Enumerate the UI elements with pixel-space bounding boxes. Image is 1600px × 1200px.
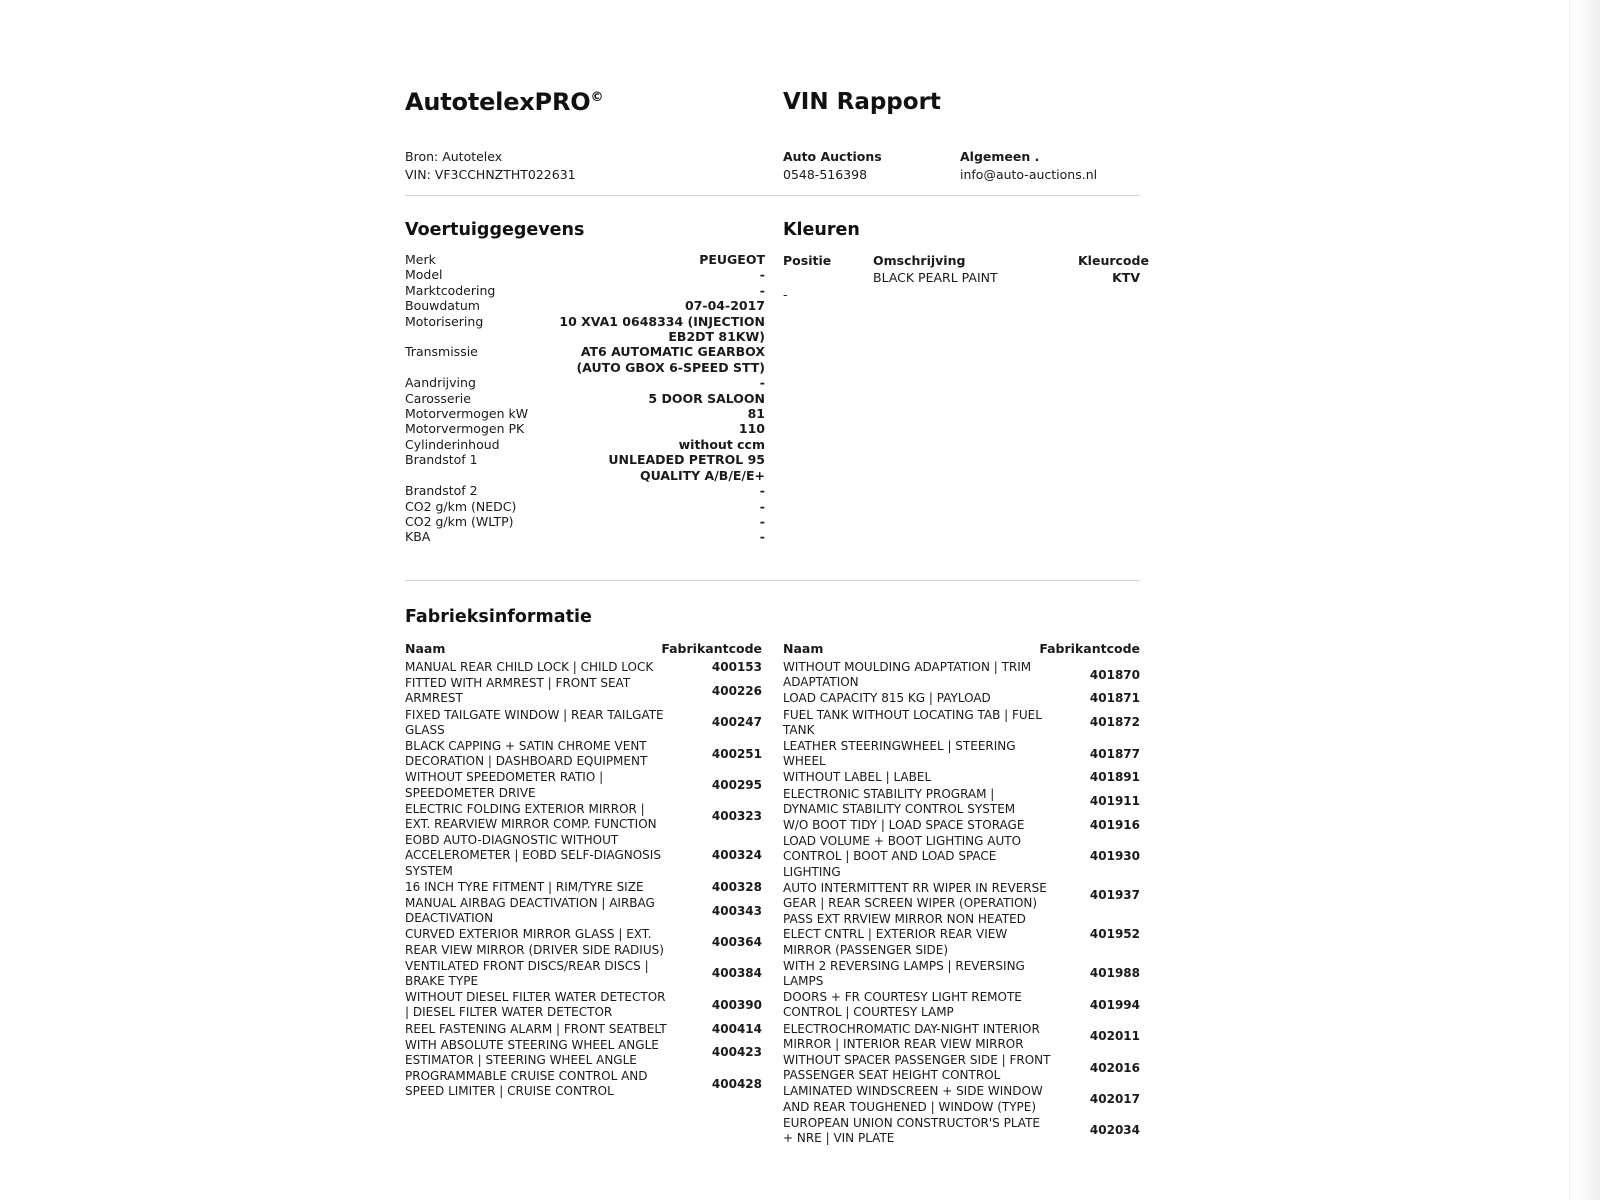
table-row [405, 896, 762, 926]
copyright-icon: © [590, 90, 604, 105]
factory-name: CURVED EXTERIOR MIRROR GLASS | EXT. REAR VIEW MIRROR (DRIVER SIDE RADIUS) [405, 927, 664, 957]
row-label: Carosserie [405, 390, 471, 406]
source-line: Bron: Autotelex [405, 149, 503, 164]
factory-code: 401870 [1089, 667, 1140, 682]
factory-code: 401937 [1089, 888, 1140, 903]
factory-name: LAMINATED WINDSCREEN + SIDE WINDOW AND REAR TOUGHENED | WINDOW (TYPE) [783, 1084, 1043, 1114]
table-row [405, 927, 762, 957]
colors-col-positie: Positie [783, 253, 832, 268]
table-row [405, 990, 762, 1020]
table-row [783, 1084, 1140, 1114]
factory-name: WITH ABSOLUTE STEERING WHEEL ANGLE ESTIMATOR | STEERING WHEEL ANGLE [405, 1037, 659, 1068]
row-value: 07-04-2017 [685, 298, 765, 314]
row-label: Marktcodering [405, 282, 496, 298]
factory-code: 400226 [711, 683, 762, 698]
factory-name: WITHOUT SPEEDOMETER RATIO | SPEEDOMETER DRIVE [405, 770, 604, 800]
factory-name: ELECTRONIC STABILITY PROGRAM | DYNAMIC STABILITY CONTROL SYSTEM [783, 786, 1016, 816]
color-omschrijving: BLACK PEARL PAINT [873, 270, 998, 285]
row-value: 110 [738, 421, 765, 437]
table-row [405, 708, 762, 738]
table-row [405, 344, 765, 375]
row-label: KBA [405, 529, 431, 545]
report-sheet [405, 0, 1149, 1200]
factory-name: LEATHER STEERINGWHEEL | STEERING WHEEL [783, 739, 1016, 769]
row-label: Cylinderinhoud [405, 436, 500, 452]
auctions-phone: 0548-516398 [783, 167, 868, 182]
factory-name: 16 INCH TYRE FITMENT | RIM/TYRE SIZE [405, 879, 644, 894]
factory-name: FUEL TANK WITHOUT LOCATING TAB | FUEL TANK [783, 707, 1042, 737]
factory-code: 401871 [1089, 691, 1140, 706]
table-row [405, 452, 765, 483]
factory-name: PROGRAMMABLE CRUISE CONTROL AND SPEED LIMITER | CRUISE CONTROL [405, 1069, 648, 1099]
factory-name: MANUAL AIRBAG DEACTIVATION | AIRBAG DEACTIVATION [405, 896, 655, 926]
row-value: AT6 AUTOMATIC GEARBOX (AUTO GBOX 6-SPEED STT) [576, 344, 765, 375]
factory-code: 400295 [711, 778, 762, 793]
table-row [783, 660, 1140, 690]
factory-name: DOORS + FR COURTESY LIGHT REMOTE CONTROL | COURTESY LAMP [783, 990, 1022, 1020]
factory-name: BLACK CAPPING + SATIN CHROME VENT DECORATION | DASHBOARD EQUIPMENT [405, 739, 648, 769]
table-row [405, 676, 762, 706]
table-row [783, 691, 1140, 706]
table-row [405, 739, 762, 769]
auctions-title: Auto Auctions [783, 149, 882, 164]
row-label: Motorisering [405, 313, 484, 329]
table-row [405, 437, 765, 452]
table-row [405, 298, 765, 313]
color-positie [783, 269, 873, 286]
factory-column-left [405, 640, 762, 1101]
row-label: Aandrijving [405, 375, 476, 391]
factory-code: 401916 [1089, 818, 1140, 833]
table-row [783, 286, 1140, 303]
table-row [783, 881, 1140, 911]
row-value: - [759, 375, 765, 391]
table-row [783, 739, 1140, 769]
factory-name: WITHOUT SPACER PASSENGER SIDE | FRONT PASSENGER SEAT HEIGHT CONTROL [783, 1053, 1051, 1083]
factory-name: ELECTRIC FOLDING EXTERIOR MIRROR | EXT. REARVIEW MIRROR COMP. FUNCTION [405, 801, 657, 832]
color-kleurcode: KTV [1112, 270, 1140, 285]
section-title-colors: Kleuren [783, 220, 860, 240]
factory-col-naam: Naam [405, 641, 446, 656]
row-label: Transmissie [405, 344, 478, 360]
row-value: - [759, 513, 765, 529]
divider-middle [405, 580, 1140, 581]
factory-code: 400414 [711, 1021, 762, 1036]
table-row [405, 375, 765, 390]
row-value: - [759, 282, 765, 298]
row-value: without ccm [678, 436, 765, 452]
factory-code: 402034 [1089, 1123, 1140, 1138]
factory-code: 400390 [711, 997, 762, 1012]
table-row [783, 1022, 1140, 1052]
table-row [405, 1038, 762, 1068]
table-row [783, 818, 1140, 833]
general-block [960, 148, 1097, 184]
table-row [405, 770, 762, 800]
auctions-block [783, 148, 882, 184]
factory-name: VENTILATED FRONT DISCS/REAR DISCS | BRAKE TYPE [405, 958, 649, 989]
factory-header-row [405, 640, 762, 658]
section-title-factory: Fabrieksinformatie [405, 607, 592, 627]
table-row [783, 959, 1140, 989]
table-row [783, 1116, 1140, 1146]
factory-code: 400364 [711, 935, 762, 950]
factory-code: 400328 [711, 879, 762, 894]
factory-col-code: Fabrikantcode [1039, 641, 1140, 656]
factory-col-naam: Naam [783, 641, 824, 656]
factory-name: REEL FASTENING ALARM | FRONT SEATBELT [405, 1021, 667, 1036]
factory-name: MANUAL REAR CHILD LOCK | CHILD LOCK [405, 660, 654, 674]
factory-name: WITHOUT DIESEL FILTER WATER DETECTOR | DIESEL FILTER WATER DETECTOR [405, 990, 666, 1020]
row-label: CO2 g/km (WLTP) [405, 513, 514, 529]
factory-code: 400153 [711, 660, 762, 674]
table-row [783, 1053, 1140, 1083]
table-row [783, 990, 1140, 1020]
table-row [405, 660, 762, 675]
factory-name: WITHOUT LABEL | LABEL [783, 770, 932, 785]
factory-name: EUROPEAN UNION CONSTRUCTOR'S PLATE + NRE | VIN PLATE [783, 1115, 1040, 1146]
row-label: Merk [405, 252, 436, 267]
table-row [783, 269, 1140, 286]
row-label: Model [405, 267, 443, 283]
color-positie: - [783, 287, 788, 302]
table-row [405, 1022, 762, 1037]
table-row [405, 1069, 762, 1099]
table-row [783, 834, 1140, 880]
table-row [405, 252, 765, 267]
table-row [405, 314, 765, 345]
row-label: Brandstof 1 [405, 452, 478, 468]
row-label: Motorvermogen PK [405, 421, 525, 437]
brand-logo [405, 88, 603, 116]
factory-code: 400324 [711, 848, 762, 863]
factory-code: 402011 [1089, 1029, 1140, 1044]
factory-code: 400423 [711, 1045, 762, 1060]
factory-code: 402017 [1089, 1092, 1140, 1107]
factory-code: 400247 [711, 715, 762, 730]
row-label: CO2 g/km (NEDC) [405, 498, 517, 514]
table-row [405, 267, 765, 282]
factory-name: LOAD VOLUME + BOOT LIGHTING AUTO CONTROL | BOOT AND LOAD SPACE LIGHTING [783, 834, 1022, 879]
factory-code: 401988 [1089, 966, 1140, 981]
factory-code: 402016 [1089, 1060, 1140, 1075]
table-row [405, 283, 765, 298]
factory-name: WITH 2 REVERSING LAMPS | REVERSING LAMPS [783, 958, 1025, 989]
factory-code: 401930 [1089, 849, 1140, 864]
row-value: PEUGEOT [699, 252, 765, 267]
table-row [783, 787, 1140, 817]
row-value: - [759, 483, 765, 499]
factory-code: 400428 [711, 1076, 762, 1091]
factory-code: 401952 [1089, 927, 1140, 942]
row-value: 5 DOOR SALOON [648, 390, 765, 406]
table-row [405, 391, 765, 406]
row-label: Bouwdatum [405, 298, 480, 314]
factory-column-right [783, 640, 1140, 1147]
factory-code: 401877 [1089, 746, 1140, 761]
factory-header-row [783, 640, 1140, 658]
page-edge-shadow [1569, 0, 1600, 1200]
row-value: UNLEADED PETROL 95 QUALITY A/B/E/E+ [608, 452, 765, 483]
table-row [405, 499, 765, 514]
colors-table [783, 252, 1149, 303]
vin-line: VIN: VF3CCHNZTHT022631 [405, 167, 576, 182]
color-omschrijving [873, 286, 1078, 303]
factory-code: 400251 [711, 746, 762, 761]
factory-col-code: Fabrikantcode [661, 641, 762, 656]
general-title: Algemeen . [960, 149, 1040, 164]
color-kleurcode [1078, 286, 1140, 303]
table-row [405, 959, 762, 989]
table-row [405, 529, 765, 544]
factory-name: AUTO INTERMITTENT RR WIPER IN REVERSE GEAR | REAR SCREEN WIPER (OPERATION) [783, 880, 1047, 911]
brand-name: AutotelexPRO [405, 88, 591, 116]
row-label: Brandstof 2 [405, 483, 478, 499]
table-row [405, 880, 762, 895]
row-value: 81 [747, 406, 765, 422]
factory-name: EOBD AUTO-DIAGNOSTIC WITHOUT ACCELEROMETER | EOBD SELF-DIAGNOSIS SYSTEM [405, 833, 661, 878]
factory-code: 400343 [711, 903, 762, 918]
table-row [783, 912, 1140, 958]
source-block [405, 148, 576, 184]
colors-col-kleurcode: Kleurcode [1078, 253, 1149, 268]
row-value: 10 XVA1 0648334 (INJECTION EB2DT 81KW) [559, 313, 765, 345]
factory-code: 401911 [1089, 794, 1140, 809]
report-title: VIN Rapport [783, 89, 941, 115]
colors-col-omschrijving: Omschrijving [873, 253, 966, 268]
table-row [405, 483, 765, 498]
table-row [405, 406, 765, 421]
factory-name: FIXED TAILGATE WINDOW | REAR TAILGATE GLASS [405, 707, 664, 737]
factory-code: 400323 [711, 809, 762, 824]
divider-top [405, 195, 1140, 196]
colors-header-row [783, 252, 1149, 269]
factory-code: 401891 [1089, 770, 1140, 785]
table-row [405, 802, 762, 832]
row-value: - [759, 267, 765, 283]
factory-name: PASS EXT RRVIEW MIRROR NON HEATED ELECT CNTRL | EXTERIOR REAR VIEW MIRROR (PASSENGER SIDE) [783, 912, 1026, 957]
table-row [405, 421, 765, 436]
factory-name: LOAD CAPACITY 815 KG | PAYLOAD [783, 691, 991, 706]
factory-name: FITTED WITH ARMREST | FRONT SEAT ARMREST [405, 676, 631, 706]
table-row [405, 514, 765, 529]
factory-code: 400384 [711, 966, 762, 981]
table-row [405, 833, 762, 879]
row-label: Motorvermogen kW [405, 406, 529, 422]
factory-code: 401872 [1089, 715, 1140, 730]
table-row [783, 708, 1140, 738]
general-email: info@auto-auctions.nl [960, 167, 1098, 182]
factory-name: W/O BOOT TIDY | LOAD SPACE STORAGE [783, 818, 1025, 833]
section-title-vehicle: Voertuiggegevens [405, 220, 585, 240]
factory-name: ELECTROCHROMATIC DAY-NIGHT INTERIOR MIRROR | INTERIOR REAR VIEW MIRROR [783, 1021, 1040, 1051]
table-row [783, 770, 1140, 785]
vehicle-data-table [405, 252, 765, 545]
row-value: - [759, 529, 765, 545]
factory-name: WITHOUT MOULDING ADAPTATION | TRIM ADAPTATION [783, 660, 1032, 690]
row-value: - [759, 498, 765, 514]
factory-code: 401994 [1089, 997, 1140, 1012]
